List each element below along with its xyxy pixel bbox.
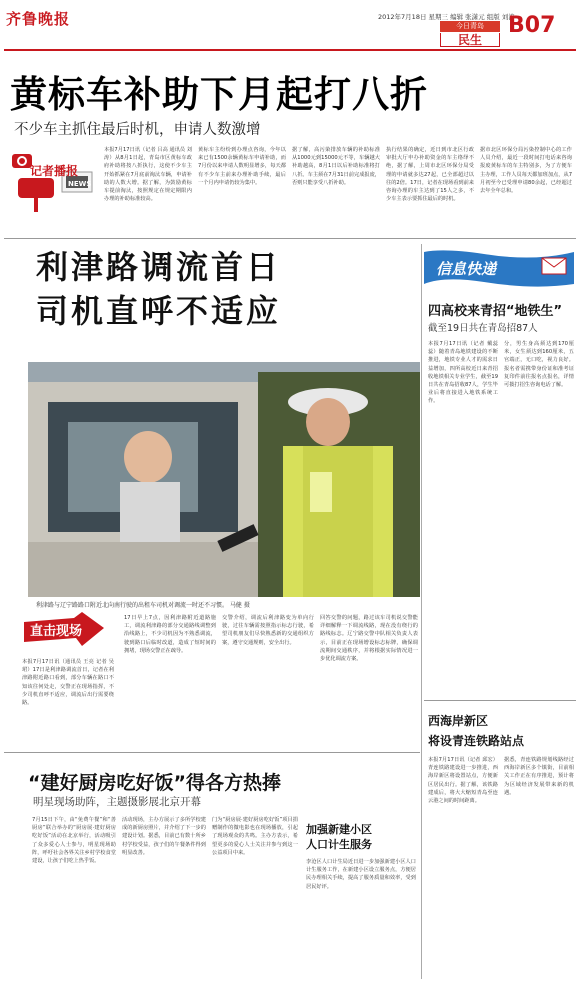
- photo-caption: 利津路与辽宁路路口附近北向南行驶的出租车司机对调流一时还不习惯。 马健 摄: [36, 602, 250, 609]
- story2-col3: 交警介绍，调流后利津路变为单向行驶，过往车辆需按照指示标志行驶，希望司机朋友们尽快熟悉新的交通组织方案，遵守交通规则，安全出行。: [222, 615, 314, 646]
- info-banner-label: 信息快递: [436, 260, 497, 278]
- story4-body: 李沧区人口计生局近日进一步加强新建小区人口计生服务工作，在新建小区设立服务点，方便居民办理相关手续，提高了服务质量和效率，受到居民好评。: [306, 859, 416, 890]
- story1-col1: 本报7月17日讯（记者 吕高 通讯员 刘涛）从8月1日起，青岛市区黄标车政府补助将按八折执行，这使不少车主开始抓紧在7月底前淘汰车辆，申请补助的人数大增。据了解，为鼓励黄标车提前淘汰，按照规定在规定期限内办理的补助标准较高。: [104, 147, 192, 203]
- column-rule: [421, 244, 422, 979]
- divider: [424, 700, 576, 701]
- right-headline1: 四高校来青招“地铁生”: [428, 304, 563, 319]
- newspaper-logo: 齐鲁晚报: [6, 10, 71, 28]
- divider: [4, 752, 420, 753]
- right-body1: 本报7月17日讯（记者 戴蕊蕊）随着青岛地铁建设的不断推进，地铁专业人才的需求日益增加，四所高校近日来青招收地铁相关专业学生，截至19日共在青岛招收87人，学生毕业后将直接进入地铁系统工作。: [428, 341, 498, 405]
- story4-headline-line2: 人口计生服务: [306, 838, 372, 851]
- story1-col5: 据市北区环保分局污染控制中心的工作人员介绍，最近一段时间打电话来咨询报废黄标车的车主特别多，为了方便车主办理，工作人员每天都加班加点，从7月初至今已受理申请80余起，已经超过去年全年总和。: [480, 147, 572, 195]
- right-body2: 分，男生身高须达到170厘米，女生须达到160厘米，五官端正，无口吃，视力良好。报名者需携带身份证和准考证复印件前往报名点报名，详情可拨打招生咨询电话了解。: [504, 341, 574, 389]
- badge-label: 记者播报: [30, 164, 79, 178]
- live-badge-label: 直击现场: [30, 624, 83, 639]
- story1-col3: 据了解，高污染排放车辆的补助标准从1000元到15000元不等，车辆越大补助越高，8月1日以后补助标准将打八折。车主须在7月31日前完成报废，否则只能享受八折补助。: [292, 147, 380, 186]
- right-body3: 本报7月17日讯（记者 邱宏）青连铁路建设进一步推进，西海岸新区将设置站点，方便新区居民出行。据了解，该铁路建成后，将大大缩短青岛至连云港之间的时间距离。: [428, 757, 498, 805]
- category-label: 民生: [440, 33, 500, 47]
- story3-subhead: 明星现场助阵，主题摄影展北京开幕: [33, 796, 201, 808]
- info-banner: [424, 248, 574, 288]
- traffic-police-photo: [28, 362, 420, 597]
- header-rule: [4, 49, 576, 51]
- page-number: B07: [508, 13, 556, 38]
- story1-subhead: 不少车主抓住最后时机，申请人数激增: [14, 122, 261, 138]
- story1-col2: 黄标车主纷纷到办理点咨询，今年以来已有1500余辆黄标车申请补助，而7月份以来申请人数明显增多，每天都有不少车主前来办理补助手续，最后一个月内申请仍较为集中。: [198, 147, 286, 186]
- news-badge: [8, 150, 100, 214]
- right-headline2: 西海岸新区: [428, 714, 489, 728]
- story3-col3: 门为“厨房展·建好厨房吃好饭”项目捐赠制作的微电影也在现场播放，引起了现场观众的共鸣。主办方表示，希望更多的爱心人士关注并参与到这一公益项目中来。: [212, 817, 298, 856]
- story3-col2: 活动现场，主办方展示了多所学校建成的新厨房照片，并介绍了下一步的建设计划。据悉，目前已有数十所乡村学校受益，孩子们的午餐条件得到明显改善。: [122, 817, 206, 856]
- story2-col1: 本报7月17日讯（通讯员 王亮 记者 吴珺）17日是利津路调流首日，记者在利津路附近路口看到，部分车辆在路口不知该往何处走，交警正在现场指挥，不少司机直呼不适应，调流后出行需要绕路。: [22, 659, 114, 707]
- issue-meta: 2012年7月18日 星期三 编辑 张潇元 组版 刘涛: [378, 13, 515, 21]
- right-body4: 据悉，青连铁路规划线路经过西海岸新区多个镇街，目前相关工作正在有序推进，预计将为区域经济发展带来新的机遇。: [504, 757, 574, 796]
- story1-col4: 执行结果的确定，近日到市北区行政审批大厅申办补助资金的车主络绎不绝，据了解，上周市北区环保分局受理的申请就多达27起，已全部超过以往的2倍。17日，记者在现场看到前来咨询办理的车主达到了15人之多，不少车主表示要抓住最后的时机。: [386, 147, 474, 203]
- story2-headline: [36, 245, 296, 333]
- section-label: 今日青岛: [440, 21, 500, 32]
- story1-headline: 黄标车补助下月起打八折: [10, 73, 428, 116]
- story2-col2: 17日早上7点，因利津路附近道路施工，调流利津路的部分交通路线调整到沿线路上，不少司机因为不熟悉调流，驶到路口后临时改道，造成了短时间的拥堵，现场交警正在疏导。: [124, 615, 216, 654]
- right-subhead1: 截至19日共在青岛招87人: [428, 323, 538, 334]
- badge-sub: NEWS: [68, 180, 92, 188]
- story4-headline: [306, 822, 416, 852]
- right-subhead2: 将设青连铁路站点: [428, 734, 525, 748]
- story4-headline-line1: 加强新建小区: [306, 823, 372, 836]
- story3-headline: “建好厨房吃好饭”得各方热捧: [28, 772, 281, 794]
- story3-col1: 7月15日下午，由“免费午餐”和“善厨房”联合举办的“厨房展·建好厨房吃好饭”活动在北京举行，活动吸引了众多爱心人士参与，明星现场助阵，呼吁社会各界关注乡村学校食堂建设，让孩子们吃上热乎饭。: [32, 817, 116, 865]
- story2-headline-line1: 利津路调流首日: [36, 248, 282, 286]
- story2-col4: 回答交警的问题，路过该车司机说交警能详细解释一下调流线路，现在没有绕行的路线标志。辽宁路交警中队相关负责人表示，目前正在现场增设标志标牌，确保调流期间交通秩序，并将根据实际情况进一步优化调流方案。: [320, 615, 418, 663]
- story2-headline-line2: 司机直呼不适应: [36, 292, 282, 330]
- live-badge: [24, 612, 104, 654]
- divider: [4, 238, 576, 239]
